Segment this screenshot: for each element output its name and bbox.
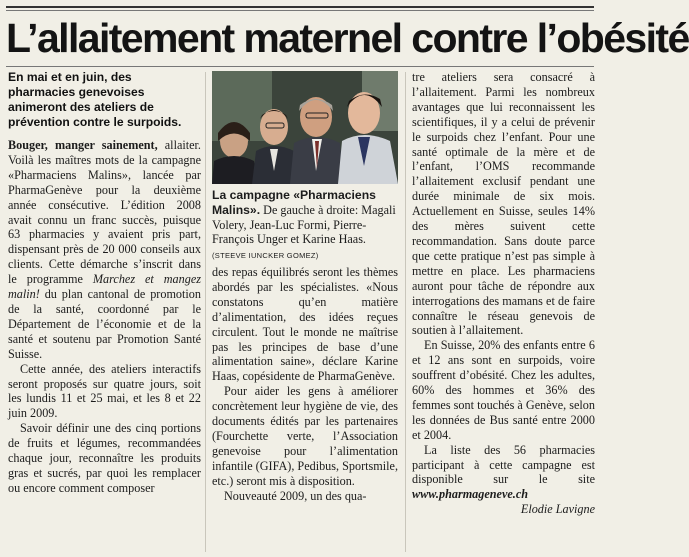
paragraph-intro: Bouger, manger sainement,: [8, 138, 158, 152]
paragraph: tre ateliers sera consacré à l’allaitement. Parmi les nombreux avantages que lui reconnaissent les scientifiques, il y a celui de prévenir le surpoids chez l’enfant. Pour une santé optimale de la mère et de l’enfant, l’OMS recommande l’allaitement exclusif pendant une durée minimale de six mois. Actuellement en Suisse, seules 14% des mères suivent cette recommandation. Sans doute parce que cette pratique n’est pas simple à mettre en place. Les pharmaciens auront pour tâche de répondre aux interrogations des mamans et de faire connaître le réseau genevois de soutien à l’allaitement.: [412, 70, 595, 338]
column-divider: [405, 72, 406, 552]
paragraph: Savoir définir une des cinq portions de fruits et légumes, recommandées chaque jour, reconnaître les produits gras et sucrés, par quoi les remplacer ou encore comment composer: [8, 421, 201, 495]
paragraph: En Suisse, 20% des enfants entre 6 et 12 ans sont en surpoids, voire souffrent d’obésité. Chez les adultes, 60% des hommes et 36% des femmes sont touchés à Genève, selon les données de Bus santé entre 2000 et 2004.: [412, 338, 595, 442]
paragraph: [8, 138, 201, 362]
paragraph: Nouveauté 2009, un des qua-: [224, 488, 367, 503]
headline: L’allaitement maternel contre l’obésité: [6, 15, 689, 61]
article-photo: [212, 71, 398, 184]
headline-rule: [6, 66, 594, 67]
photo-credit: (STEEVE IUNCKER GOMEZ): [212, 251, 319, 261]
top-rule-thin: [6, 10, 594, 11]
caption-text: De gauche à droite: Magali Volery, Jean-Luc Formi, Pierre-François Unger et Karine Haas.: [212, 202, 396, 247]
photo-caption: [212, 188, 398, 264]
paragraph: Pour aider les gens à améliorer concrètement leur hygiène de vie, des documents édités par les partenaires (Fourchette verte, l’Association genevoise pour l’alimentation infantile (GIFA), Pedibus, Sportsmile, etc.) seront mis à disposition.: [212, 384, 398, 488]
paragraph-text: du plan cantonal de promotion de la santé, coordonné par le Département de l’économie et de la santé et soutenu par Promotion Santé Suisse.: [8, 287, 201, 361]
paragraph-text: allaiter. Voilà les maîtres mots de la campagne «Pharmaciens Malins», lancée par PharmaGenève pour la deuxième année consécutive. L’édition 2008 avait connu un franc succès, puisque 63 pharmacies y avaient pris part, dispensant près de 20 000 conseils aux clients. Cette démarche s’inscrit dans le programme: [8, 138, 201, 287]
top-rule: [6, 6, 594, 8]
article-column-3: [412, 70, 595, 517]
lead-paragraph: En mai et en juin, des pharmacies genevoises animeront des ateliers de prévention contre le surpoids.: [8, 70, 182, 129]
program-name: Marchez et mangez malin!: [8, 272, 201, 302]
paragraph: [412, 443, 595, 503]
website-link[interactable]: www.pharmageneve.ch: [412, 487, 529, 502]
paragraph: Cette année, des ateliers interactifs seront proposés sur quatre jours, soit les lundis 11 et 25 mai, et les 8 et 22 juin 2009.: [8, 361, 201, 421]
caption-title: La campagne «Pharmaciens Malins».: [212, 188, 376, 217]
paragraph: des repas équilibrés seront les thèmes abordés par les spécialistes. «Nous constatons qu’en matière d’alimentation, des idées reçues circulent. Tout le monde ne maîtrise pas les principes de base d’une alimentation saine», déclare Karine Haas, copésidente de PharmaGenève.: [212, 265, 398, 384]
column-divider: [205, 72, 206, 552]
article-column-1: [8, 70, 201, 496]
article-column-2: [212, 265, 398, 504]
author-signature: Elodie Lavigne: [520, 502, 595, 517]
paragraph-text: La liste des 56 pharmacies participant à cette campagne est disponible sur le site: [412, 442, 595, 487]
photo-illustration: [212, 71, 398, 184]
